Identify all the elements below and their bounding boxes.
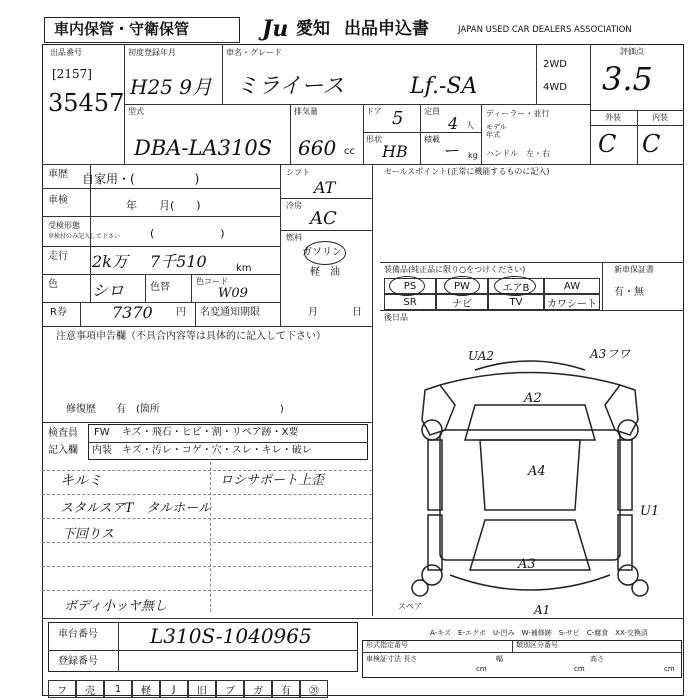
- code-5: 旧: [188, 680, 216, 698]
- ju-logo: Ju: [262, 16, 289, 42]
- shaken-value: 年 月( ): [126, 199, 201, 212]
- form-title: 出品申込書: [344, 19, 429, 39]
- mileage-man: 2k万: [92, 252, 128, 271]
- exterior-label: 外装: [605, 113, 621, 122]
- model-name-value: ミライース: [236, 74, 345, 99]
- model-year-label: モデル 年式: [486, 123, 507, 139]
- inspector-sub-label: 記入欄: [48, 445, 78, 456]
- displacement-value: 660: [298, 136, 337, 160]
- grade-value: Lf.-SA: [410, 74, 478, 99]
- drive-2wd: 2WD: [543, 59, 567, 70]
- load-unit: kg: [468, 151, 478, 160]
- ps-circle: [389, 276, 425, 296]
- shaken-form-sub: 車検付のみ記入して下さい: [48, 233, 121, 240]
- shaken-label: 車検: [48, 195, 68, 206]
- color-code-value: W09: [218, 286, 248, 301]
- new-warranty-label: 新車保証書: [614, 265, 654, 274]
- mileage-sen: 7千510: [150, 252, 207, 271]
- equip-pw: PW: [436, 278, 488, 294]
- note-line-2: スタルスアT タルホール: [60, 501, 212, 516]
- equip-airbag: エアB: [488, 278, 544, 294]
- capacity-unit: 人: [466, 121, 474, 130]
- int-line: キズ・汚レ・コゲ・穴・スレ・キレ・破レ: [122, 445, 312, 456]
- airbag-circle: [494, 276, 536, 296]
- height-unit: cm: [664, 665, 675, 673]
- recycle-value: 7370: [112, 303, 153, 322]
- pw-circle: [444, 276, 480, 296]
- name-change-day: 日: [352, 307, 362, 318]
- mileage-unit: km: [236, 263, 252, 274]
- exterior-value: C: [598, 130, 617, 158]
- lot-number: 35457: [48, 89, 125, 117]
- int-label: 内装: [92, 445, 112, 456]
- capacity-label: 定員: [424, 107, 440, 116]
- equip-sr: SR: [384, 294, 436, 310]
- fuel-diesel: 軽 油: [310, 267, 340, 278]
- recycle-label: R券: [50, 307, 67, 318]
- equip-aw: AW: [544, 278, 600, 294]
- inspector-label: 検査員: [48, 428, 78, 439]
- length-unit: cm: [476, 665, 487, 673]
- mark-a3: A3: [518, 557, 536, 572]
- type-value: DBA-LA310S: [134, 136, 273, 160]
- equip-ps: PS: [384, 278, 436, 294]
- capacity-value: 4: [448, 114, 459, 133]
- interior-value: C: [642, 130, 661, 158]
- registration-label: 登録番号: [58, 656, 98, 667]
- equipment-label: 装備品(純正品に限り○をつけください): [384, 265, 526, 274]
- association-name: JAPAN USED CAR DEALERS ASSOCIATION: [458, 25, 632, 35]
- class-number-label: 類別区分番号: [516, 641, 558, 649]
- mark-a1: A1: [534, 603, 551, 617]
- note-line-3: 下回りス: [62, 527, 115, 542]
- mark-a2: A2: [524, 391, 542, 406]
- code-6: ブ: [216, 680, 244, 698]
- interior-label: 内装: [652, 113, 668, 122]
- lot-sub-number: [2157]: [52, 67, 92, 81]
- shaken-form-label: 受検形態: [48, 221, 80, 230]
- color-code-label: 色コード: [196, 277, 228, 286]
- form-designation-label: 形式指定番号: [366, 641, 408, 649]
- mileage-label: 走行: [48, 251, 68, 262]
- equip-navi: ナビ: [436, 294, 488, 310]
- equip-tv: TV: [488, 294, 544, 310]
- doors-value: 5: [392, 108, 404, 129]
- attachment-label: 後日品: [384, 313, 408, 322]
- chassis-label: 車台番号: [58, 629, 98, 640]
- fuel-gas: ガソリン: [302, 247, 342, 258]
- new-warranty-value: 有・無: [614, 287, 644, 298]
- recycle-unit: 円: [176, 307, 186, 318]
- bottom-code-strip: [48, 680, 348, 698]
- first-reg-label: 初度登録年月: [128, 48, 176, 57]
- fuel-label: 燃料: [286, 233, 302, 242]
- dealer-label: ディーラー・並行: [486, 109, 550, 118]
- code-8: 有: [272, 680, 300, 698]
- spare-label: スペア: [398, 602, 422, 611]
- code-9: ⑳: [300, 680, 328, 698]
- code-2: 1: [104, 680, 132, 698]
- mark-a4: A4: [528, 464, 546, 479]
- code-3: 軽: [132, 680, 160, 698]
- note-line-1b: ロシサポート上歪: [220, 473, 325, 488]
- note-line-4: ボディ小ッヤ無し: [64, 599, 167, 614]
- chassis-value: L310S-1040965: [150, 624, 312, 648]
- fuel-circle: [304, 241, 346, 265]
- load-label: 積載: [424, 135, 440, 144]
- shaken-form-value: ( ): [150, 227, 225, 240]
- shift-label: シフト: [286, 168, 310, 177]
- displacement-unit: cc: [344, 146, 355, 157]
- body-style-value: HB: [382, 142, 408, 161]
- color-label: 色: [48, 279, 58, 290]
- storage-stamp-text: 車内保管・守衛保管: [54, 20, 190, 38]
- color-value: シロ: [92, 281, 125, 300]
- ac-label: 冷房: [286, 201, 302, 210]
- code-1: 売: [76, 680, 104, 698]
- code-7: ガ: [244, 680, 272, 698]
- notes-label: 注意事項申告欄（不具合内容等は具体的に記入して下さい）: [56, 331, 326, 342]
- model-name-label: 車名・グレード: [226, 48, 282, 57]
- height-label: 高さ: [590, 655, 604, 663]
- ac-value: AC: [310, 208, 337, 229]
- fw-label: FW: [94, 427, 110, 438]
- first-reg-value: H25 9月: [130, 75, 212, 99]
- mark-ua2: UA2: [468, 349, 495, 363]
- equip-kawa-seat: カワシート: [544, 294, 600, 310]
- score-value: 3.5: [602, 60, 653, 98]
- load-value: ー: [444, 141, 461, 160]
- width-label: 幅: [496, 655, 503, 663]
- sales-point-label: セールスポイント(正常に機能するものに記入): [384, 167, 550, 176]
- note-line-1: キルミ: [60, 473, 102, 489]
- width-unit: cm: [574, 665, 585, 673]
- shift-value: AT: [314, 178, 336, 197]
- code-0: フ: [48, 680, 76, 698]
- drive-4wd: 4WD: [543, 82, 567, 93]
- body-style-label: 形状: [366, 135, 382, 144]
- doors-label: ドア: [366, 107, 382, 116]
- ext-line: キズ・飛石・ヒビ・割・リペア跡・X要: [122, 427, 299, 438]
- handle-label: ハンドル 左・右: [486, 149, 550, 158]
- mark-a3w: A3フワ: [590, 347, 631, 361]
- damage-legend: A-キズ E-エクボ U-凹み W-補修跡 S-サビ C-腐食 XX-交換済: [430, 629, 648, 637]
- length-label: 車検証寸法 長さ: [366, 655, 418, 663]
- mark-u1: U1: [640, 504, 660, 519]
- aichi-logo: 愛知: [296, 19, 330, 39]
- usage-value: 自家用・( ): [82, 172, 200, 186]
- displacement-label: 排気量: [294, 107, 318, 116]
- name-change-month: 月: [308, 307, 318, 318]
- repair-history: 修復歴 有 (箇所 ): [66, 404, 284, 415]
- type-label: 型式: [128, 107, 144, 116]
- color-change-label: 色替: [150, 282, 170, 293]
- usage-label: 車歴: [48, 169, 68, 180]
- score-label: 評価点: [620, 47, 644, 56]
- code-4: J: [160, 680, 188, 698]
- name-change-label: 名変通知期限: [200, 307, 260, 318]
- lot-label: 出品番号: [50, 48, 82, 57]
